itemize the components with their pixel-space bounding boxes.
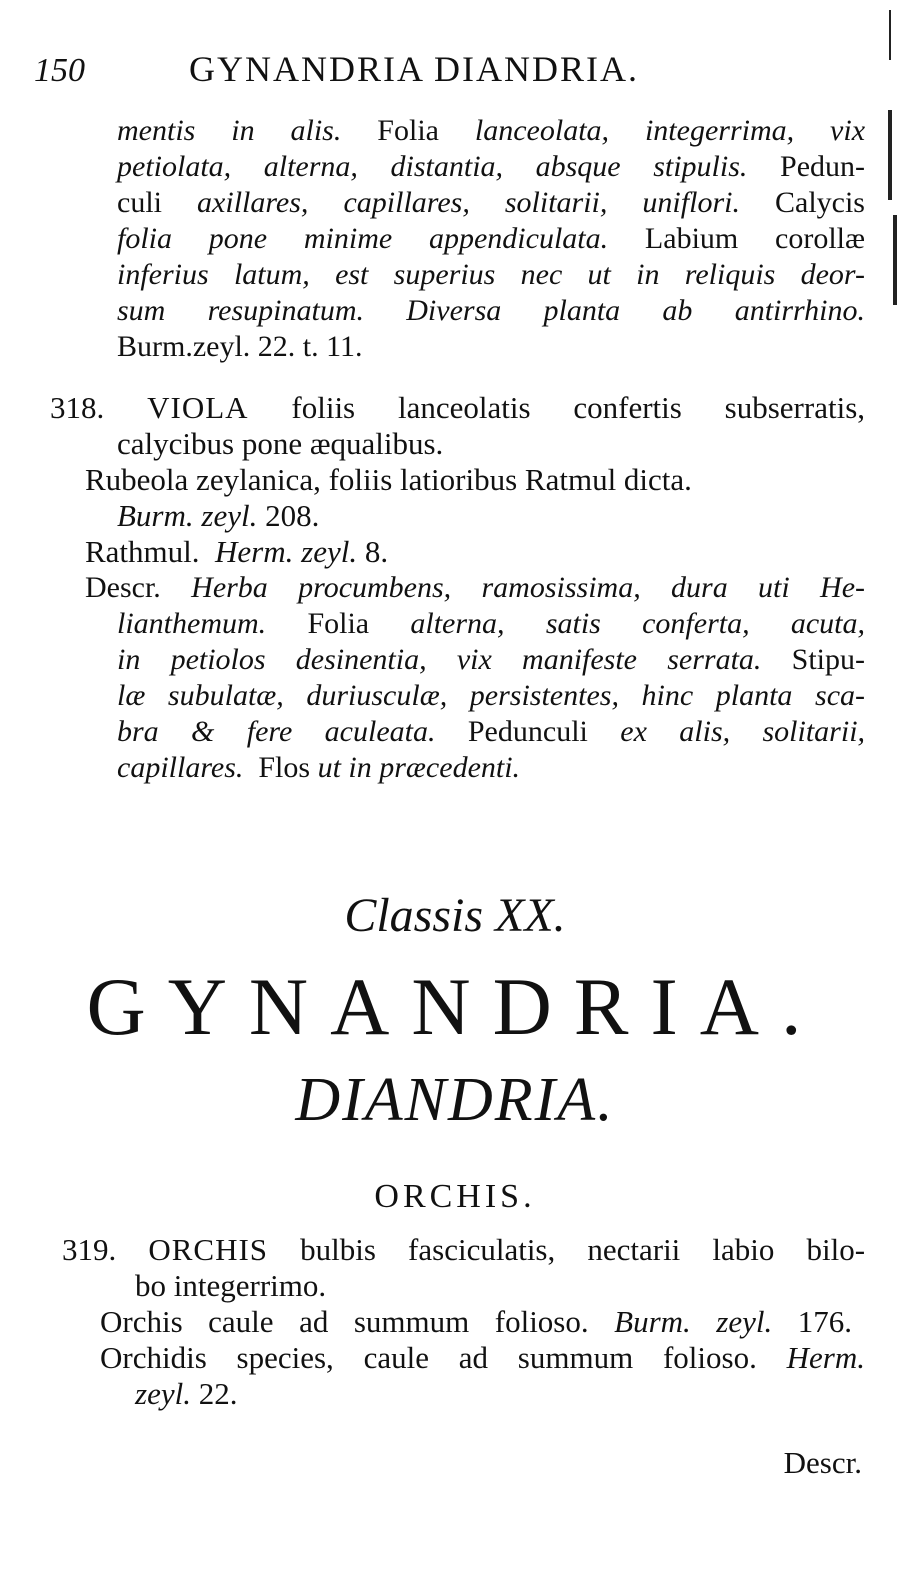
italic-text: axillares, capillares, solitarii, uniflori. (197, 186, 740, 219)
scan-edge-mark (888, 110, 892, 200)
reference-text: 22. (198, 1376, 238, 1411)
roman-text: Pedun- (780, 150, 866, 183)
italic-text: lanceolata, integerrima, vix (474, 114, 866, 147)
italic-text: læ subulatæ, duriusculæ, persistentes, hinc planta sca- (117, 679, 865, 712)
scan-edge-mark (893, 215, 897, 305)
reference-text: Herm. zeyl. (215, 534, 358, 569)
entry-319-line-1 (62, 1232, 865, 1268)
text-line (117, 149, 865, 185)
italic-text: Herba procumbens, ramosissima, dura uti He- (191, 571, 866, 604)
text-line (117, 113, 865, 149)
synonym-text: Rubeola zeylanica, foliis latioribus Ratmul dicta. (85, 462, 692, 497)
text-line (117, 257, 865, 293)
synonym-line (85, 462, 865, 498)
text-line (117, 329, 865, 365)
text-line (117, 642, 865, 678)
reference-text: 176. (797, 1304, 853, 1339)
order-heading: DIANDRIA. (295, 1066, 615, 1134)
text-line (117, 750, 865, 786)
text-line (117, 221, 865, 257)
roman-text: Descr. (85, 571, 161, 604)
roman-text: Calycis (775, 186, 865, 219)
text-line (117, 606, 865, 642)
entry-number: 318. (50, 390, 105, 425)
italic-text: lianthemum. (117, 607, 267, 640)
diagnosis-text: bo integerrimo. (135, 1268, 327, 1303)
italic-text: folia pone minime appendiculata. (117, 222, 609, 255)
synonym-line (100, 1340, 865, 1376)
roman-text: Folia (377, 114, 439, 147)
description-paragraph (85, 570, 865, 786)
italic-text: ut in præcedenti. (317, 751, 521, 784)
scan-edge-mark (889, 10, 891, 60)
italic-text: petiolata, alterna, distantia, absque stipulis. (117, 150, 748, 183)
italic-text: Diversa planta ab antirrhino. (406, 294, 866, 327)
text-line (85, 570, 865, 606)
page-number: 150 (34, 52, 85, 89)
class-name-heading: GYNANDRIA. (86, 961, 824, 1052)
reference-text: 208. (265, 498, 320, 533)
entry-number: 319. (62, 1232, 117, 1267)
reference-text: Burm. zeyl. (614, 1304, 773, 1339)
diagnosis-text: foliis lanceolatis confertis subserratis, (291, 390, 866, 425)
text-line (117, 678, 865, 714)
running-head: GYNANDRIA DIANDRIA. (189, 49, 639, 89)
roman-text: Flos (258, 751, 311, 784)
italic-text: in petiolos desinentia, vix manifeste serrata. (117, 643, 762, 676)
reference-text: Herm. (786, 1340, 865, 1375)
page-header (34, 48, 874, 96)
italic-text: sum resupinatum. (117, 294, 364, 327)
synonym-text: Rathmul. (85, 534, 200, 569)
synonym-line (117, 498, 319, 534)
reference-text: 8. (364, 534, 389, 569)
roman-text: Stipu- (791, 643, 865, 676)
text-line (117, 293, 865, 329)
genus-heading: ORCHIS. (374, 1178, 536, 1215)
species-name: ORCHIS (148, 1232, 269, 1267)
synonym-text: Orchidis species, caule ad summum folioso. (100, 1340, 757, 1375)
roman-text: culi (117, 186, 162, 219)
italic-text: alterna, satis conferta, acuta, (410, 607, 866, 640)
text-line (117, 185, 865, 221)
italic-text: mentis in alis. (117, 114, 342, 147)
italic-text: ex alis, solitarii, (620, 715, 866, 748)
continuation-paragraph (117, 113, 865, 365)
entry-319-line-2 (135, 1268, 326, 1304)
synonym-text: Orchis caule ad summum folioso. (100, 1304, 589, 1339)
catch-word: Descr. (783, 1445, 862, 1480)
synonym-line (100, 1304, 852, 1340)
entry-318-line-2 (117, 426, 443, 462)
italic-text: capillares. (117, 751, 244, 784)
roman-text: Pedunculi (467, 715, 588, 748)
reference-text: Burm.zeyl. 22. t. 11. (117, 330, 363, 363)
species-name: VIOLA (147, 390, 249, 425)
italic-text: bra & fere aculeata. (117, 715, 436, 748)
roman-text: Folia (307, 607, 370, 640)
italic-text: inferius latum, est superius nec ut in reliquis deor- (117, 258, 865, 291)
diagnosis-text: calycibus pone æqualibus. (117, 426, 444, 461)
entry-318-line-1 (50, 390, 865, 426)
synonym-line (135, 1376, 237, 1412)
diagnosis-text: bulbis fasciculatis, nectarii labio bilo- (300, 1232, 866, 1267)
synonym-line (85, 534, 388, 570)
reference-text: Burm. zeyl. (117, 498, 258, 533)
classis-heading: Classis XX. (344, 889, 566, 942)
text-line (117, 714, 865, 750)
roman-text: Labium corollæ (644, 222, 866, 255)
reference-text: zeyl. (135, 1376, 191, 1411)
